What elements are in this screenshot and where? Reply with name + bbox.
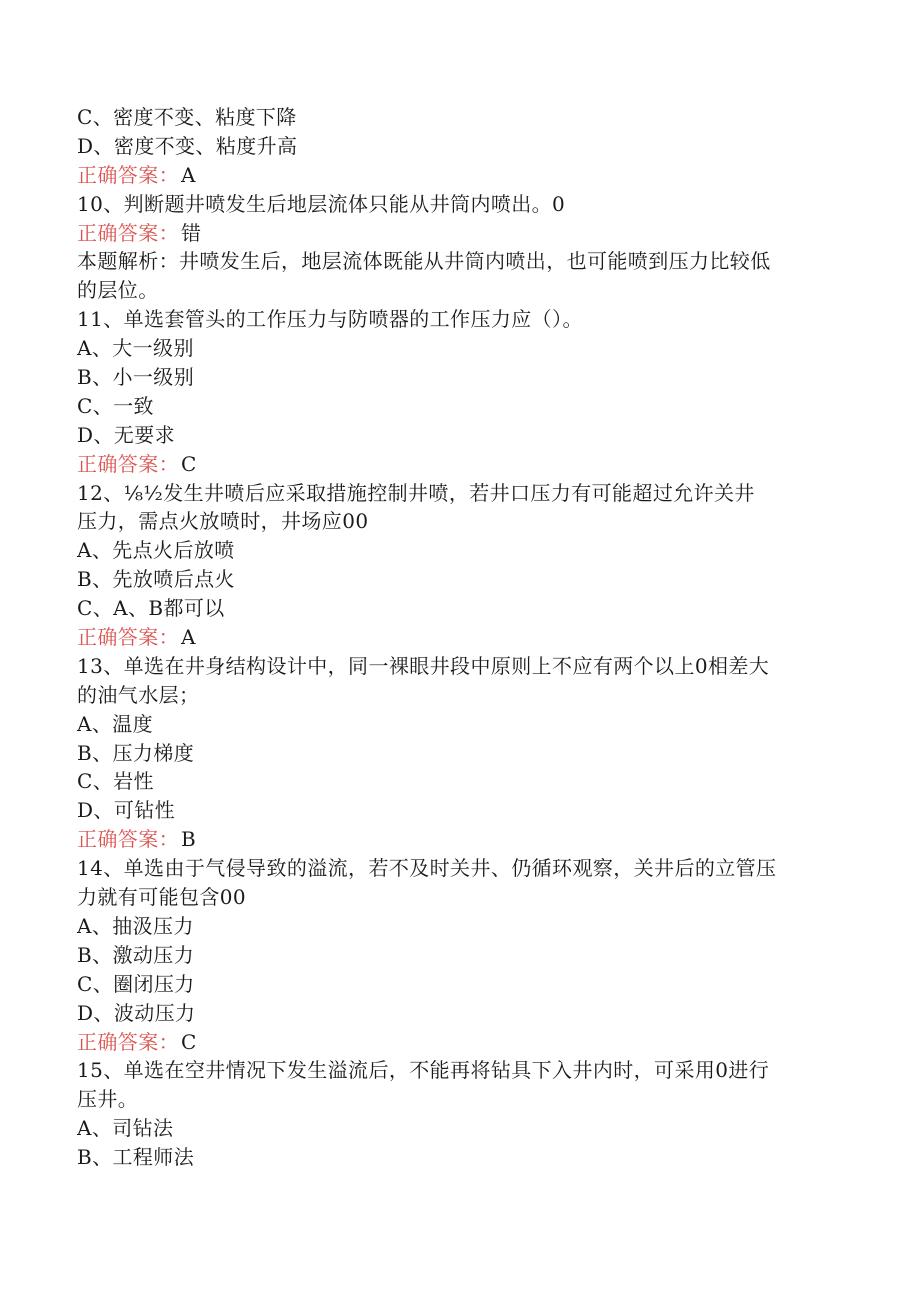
answer-value: A [181, 625, 196, 650]
question-line: 10、判断题井喷发生后地层流体只能从井筒内喷出。0 [77, 191, 566, 216]
option-line: A、抽汲压力 [77, 913, 194, 938]
answer-value: C [181, 451, 197, 476]
correct-answer [77, 219, 817, 248]
option-line: C、圈闭压力 [77, 971, 195, 996]
option-line: D、可钻性 [77, 798, 176, 823]
question-line: 15、单选在空井情况下发生溢流后，不能再将钻具下入井内时，可采用0进行 [77, 1058, 770, 1083]
answer-label: 正确答案： [77, 827, 179, 852]
option-line: C、岩性 [77, 769, 154, 794]
option-line: D、密度不变、粘度升高 [77, 133, 298, 158]
answer-value: 错 [181, 220, 202, 245]
option-line: A、温度 [77, 711, 154, 736]
answer-label: 正确答案： [77, 1029, 179, 1054]
question-line: 14、单选由于气侵导致的溢流，若不及时关井、仍循环观察，关井后的立管压 [77, 856, 777, 881]
correct-answer [77, 825, 817, 854]
answer-label: 正确答案： [77, 220, 179, 245]
answer-label: 正确答案： [77, 451, 179, 476]
option-line: A、司钻法 [77, 1116, 174, 1141]
question-line: 的油气水层； [77, 682, 200, 707]
option-line: A、先点火后放喷 [77, 538, 235, 563]
answer-label: 正确答案： [77, 625, 179, 650]
option-line: C、一致 [77, 393, 154, 418]
answer-value: A [181, 162, 196, 187]
option-line: C、密度不变、粘度下降 [77, 105, 297, 129]
answer-value: B [181, 827, 197, 852]
question-line: 力就有可能包含00 [77, 885, 247, 910]
correct-answer [77, 1028, 817, 1057]
answer-label: 正确答案： [77, 162, 179, 187]
option-line: A、大一级别 [77, 336, 194, 361]
option-line: B、激动压力 [77, 942, 195, 967]
question-line: 11、单选套管头的工作压力与防喷器的工作压力应（）。 [77, 307, 583, 332]
option-line: B、先放喷后点火 [77, 567, 235, 592]
correct-answer [77, 161, 817, 190]
question-line: 13、单选在井身结构设计中，同一裸眼井段中原则上不应有两个以上0相差大 [77, 653, 770, 678]
option-line: B、压力梯度 [77, 740, 195, 765]
option-line: B、工程师法 [77, 1145, 195, 1170]
option-line: B、小一级别 [77, 365, 195, 390]
explanation-line: 本题解析：井喷发生后，地层流体既能从井筒内喷出，也可能喷到压力比较低 [77, 249, 771, 274]
document-page [77, 103, 817, 1172]
question-line: 12、⅛½发生井喷后应采取措施控制井喷，若井口压力有可能超过允许关井 [77, 480, 755, 505]
question-line: 压井。 [77, 1087, 139, 1112]
correct-answer [77, 623, 817, 652]
option-line: C、A、B都可以 [77, 596, 225, 621]
answer-value: C [181, 1029, 197, 1054]
correct-answer [77, 450, 817, 479]
explanation-line: 的层位。 [77, 278, 159, 303]
option-line: D、波动压力 [77, 1000, 196, 1025]
option-line: D、无要求 [77, 422, 176, 447]
question-line: 压力，需点火放喷时，井场应00 [77, 509, 369, 534]
